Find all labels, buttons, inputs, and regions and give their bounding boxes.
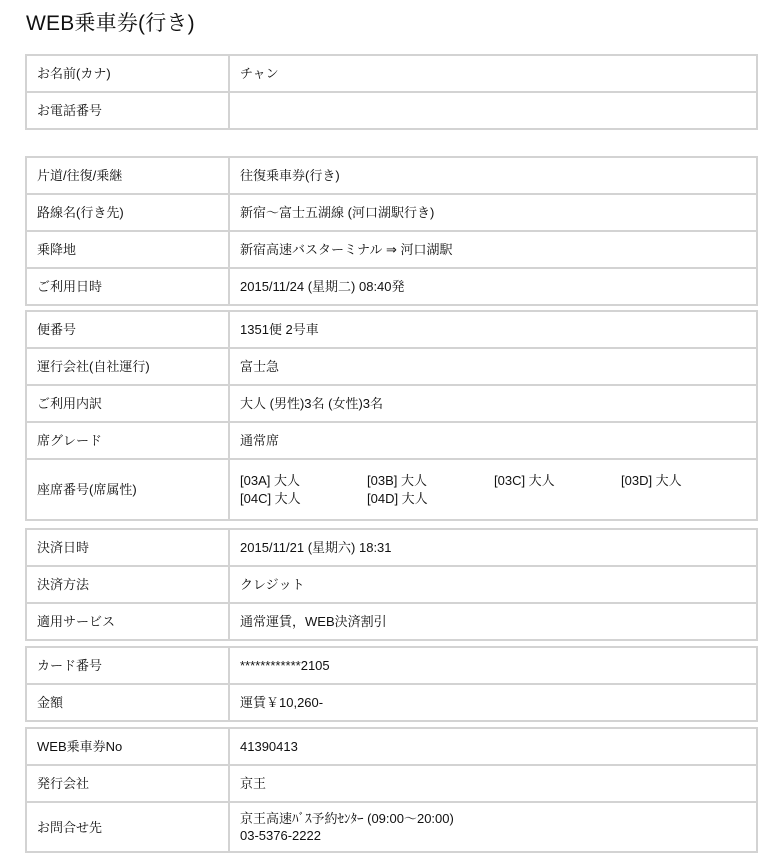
seat-item: [03D] 大人 — [621, 473, 682, 488]
travel-datetime-label: ご利用日時 — [26, 268, 229, 305]
table-row — [26, 231, 757, 268]
table-row — [26, 684, 757, 721]
seat-item: [03C] 大人 — [494, 473, 555, 488]
table-row — [26, 268, 757, 305]
table-row — [26, 802, 757, 852]
seat-item: [03B] 大人 — [367, 473, 427, 488]
customer-table — [25, 54, 758, 130]
phone-label: お電話番号 — [26, 92, 229, 129]
name-kana-label: お名前(カナ) — [26, 55, 229, 92]
stops-label: 乗降地 — [26, 231, 229, 268]
table-row — [26, 157, 757, 194]
contact-center-line: 京王高速ﾊﾞｽ予約ｾﾝﾀｰ (09:00～20:00) — [240, 811, 454, 826]
name-kana-value: チャン — [229, 55, 757, 92]
contact-label: お問合せ先 — [26, 802, 229, 852]
card-table — [25, 646, 758, 722]
seat-grade-value: 通常席 — [229, 422, 757, 459]
card-number-value: ************2105 — [229, 647, 757, 684]
seat-numbers-label: 座席番号(席属性) — [26, 459, 229, 520]
card-number-label: カード番号 — [26, 647, 229, 684]
seat-item: [04C] 大人 — [240, 491, 301, 506]
trip-type-value: 往復乗車券(行き) — [229, 157, 757, 194]
applied-service-value: 通常運賃，WEB決済割引 — [229, 603, 757, 640]
table-row — [26, 194, 757, 231]
table-row — [26, 55, 757, 92]
route-name-value: 新宿～富士五湖線 (河口湖駅行き) — [229, 194, 757, 231]
amount-value: 運賃￥10,260- — [229, 684, 757, 721]
contact-value — [229, 802, 757, 852]
stops-value: 新宿高速バスターミナル ⇒ 河口湖駅 — [229, 231, 757, 268]
ticket-table — [25, 727, 758, 853]
phone-value — [229, 92, 757, 129]
route-table — [25, 156, 758, 306]
usage-breakdown-value: 大人 (男性)3名 (女性)3名 — [229, 385, 757, 422]
trip-type-label: 片道/往復/乗継 — [26, 157, 229, 194]
table-row — [26, 385, 757, 422]
ticket-number-value: 41390413 — [229, 728, 757, 765]
trip-table — [25, 310, 758, 521]
seat-numbers-value — [229, 459, 757, 520]
operator-label: 運行会社(自社運行) — [26, 348, 229, 385]
payment-datetime-label: 決済日時 — [26, 529, 229, 566]
table-row — [26, 348, 757, 385]
seat-item: [04D] 大人 — [367, 491, 428, 506]
table-row — [26, 765, 757, 802]
applied-service-label: 適用サービス — [26, 603, 229, 640]
usage-breakdown-label: ご利用内訳 — [26, 385, 229, 422]
table-row — [26, 459, 757, 520]
payment-table — [25, 528, 758, 641]
flight-number-value: 1351便 2号車 — [229, 311, 757, 348]
table-row — [26, 603, 757, 640]
table-row — [26, 92, 757, 129]
travel-datetime-value: 2015/11/24 (星期二) 08:40発 — [229, 268, 757, 305]
seat-list — [240, 472, 746, 507]
amount-label: 金額 — [26, 684, 229, 721]
table-row — [26, 728, 757, 765]
operator-value: 富士急 — [229, 348, 757, 385]
payment-method-value: クレジット — [229, 566, 757, 603]
ticket-number-label: WEB乗車券No — [26, 728, 229, 765]
seat-item: [03A] 大人 — [240, 473, 300, 488]
seat-grade-label: 席グレード — [26, 422, 229, 459]
payment-method-label: 決済方法 — [26, 566, 229, 603]
contact-phone-line: 03-5376-2222 — [240, 828, 321, 843]
table-row — [26, 566, 757, 603]
route-name-label: 路線名(行き先) — [26, 194, 229, 231]
table-row — [26, 647, 757, 684]
table-row — [26, 311, 757, 348]
issuer-label: 発行会社 — [26, 765, 229, 802]
flight-number-label: 便番号 — [26, 311, 229, 348]
table-row — [26, 422, 757, 459]
issuer-value: 京王 — [229, 765, 757, 802]
page-title: WEB乗車券(行き) — [26, 12, 195, 35]
table-row — [26, 529, 757, 566]
payment-datetime-value: 2015/11/21 (星期六) 18:31 — [229, 529, 757, 566]
